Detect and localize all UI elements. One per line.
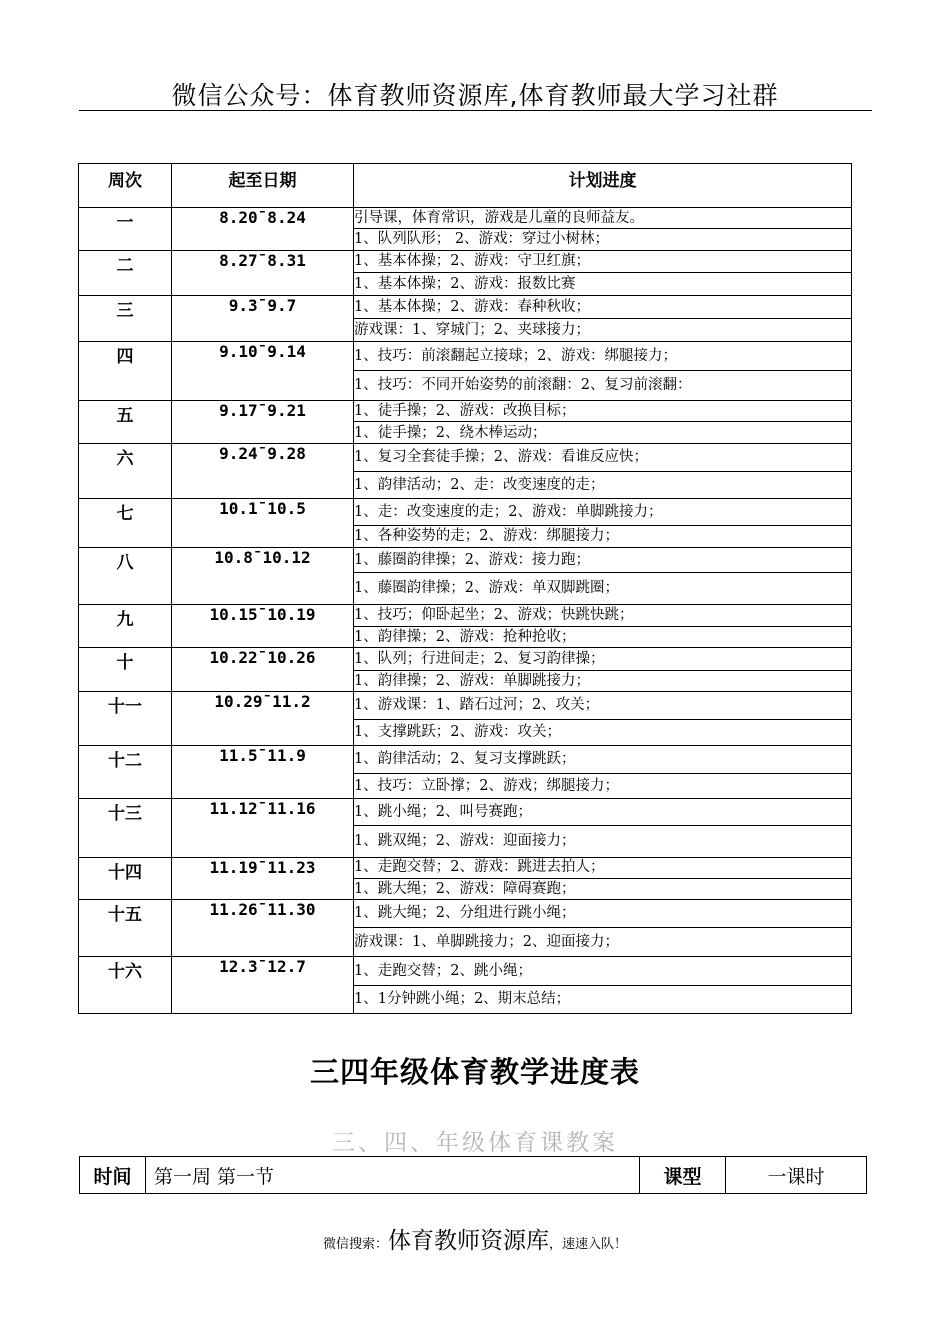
date-cell: 9.17¯9.21: [172, 400, 354, 444]
week-cell: 二: [79, 250, 172, 296]
plan-cell: 1、技巧：不同开始姿势的前滚翻：2、复习前滚翻：: [354, 371, 852, 400]
week-cell: 五: [79, 400, 172, 444]
plan-cell: 1、游戏课：1、踏石过河；2、攻关；: [354, 692, 852, 719]
date-cell: 12.3¯12.7: [172, 957, 354, 1014]
table-row: [79, 648, 852, 670]
table-row: [79, 250, 852, 272]
plan-cell: 1、技巧：前滚翻起立接球；2、游戏：绑腿接力；: [354, 341, 852, 370]
week-cell: 一: [79, 208, 172, 251]
week-cell: 十: [79, 648, 172, 692]
schedule-table: [78, 163, 852, 1014]
plan-cell: 1、队列；行进间走；2、复习韵律操；: [354, 648, 852, 670]
date-cell: 11.12¯11.16: [172, 798, 354, 857]
date-cell: 10.22¯10.26: [172, 648, 354, 692]
date-cell: 11.26¯11.30: [172, 900, 354, 957]
date-cell: 9.3¯9.7: [172, 296, 354, 342]
plan-cell: 1、徒手操；2、游戏：改换目标；: [354, 400, 852, 421]
week-cell: 七: [79, 499, 172, 548]
header-plan: 计划进度: [354, 164, 852, 208]
date-cell: 10.29¯11.2: [172, 692, 354, 746]
section-title: 三四年级体育教学进度表: [309, 1055, 640, 1089]
table-header-row: [79, 164, 852, 208]
faded-heading: 三、四、年级体育课教案: [332, 1130, 618, 1152]
date-cell: 10.8¯10.12: [172, 548, 354, 605]
plan-cell: 引导课，体育常识，游戏是儿童的良师益友。: [354, 208, 852, 229]
plan-cell: 1、基本体操；2、游戏：春种秋收；: [354, 296, 852, 318]
date-cell: 11.5¯11.9: [172, 745, 354, 798]
plan-cell: 1、韵律操；2、游戏：抢种抢收；: [354, 627, 852, 648]
plan-cell: 1、技巧；仰卧起坐；2、游戏；快跳快跳；: [354, 604, 852, 626]
week-cell: 四: [79, 341, 172, 400]
table-row: [79, 798, 852, 825]
plan-cell: 游戏课：1、单脚跳接力；2、迎面接力；: [354, 927, 852, 956]
date-cell: 8.27¯8.31: [172, 250, 354, 296]
week-cell: 八: [79, 548, 172, 605]
week-cell: 十二: [79, 745, 172, 798]
plan-cell: 1、复习全套徒手操；2、游戏：看谁反应快；: [354, 444, 852, 471]
time-value: 第一周 第一节: [146, 1157, 640, 1194]
plan-cell: 1、韵律操；2、游戏：单脚跳接力；: [354, 670, 852, 691]
date-cell: 11.19¯11.23: [172, 857, 354, 900]
date-cell: 9.24¯9.28: [172, 444, 354, 499]
week-cell: 三: [79, 296, 172, 342]
page-header: 微信公众号：体育教师资源库,体育教师最大学习社群: [171, 81, 779, 110]
plan-cell: 1、藤圈韵律操；2、游戏：接力跑；: [354, 548, 852, 573]
header-week: 周次: [79, 164, 172, 208]
date-cell: 8.20¯8.24: [172, 208, 354, 251]
plan-cell: 1、1分钟跳小绳；2、期末总结；: [354, 986, 852, 1014]
time-label: 时间: [80, 1157, 146, 1194]
footer-suffix: ，速速入队！: [549, 1237, 628, 1252]
table-row: [79, 444, 852, 471]
table-row: [79, 857, 852, 878]
plan-cell: 1、徒手操；2、绕木棒运动；: [354, 422, 852, 444]
table-row: [79, 692, 852, 719]
plan-cell: 1、基本体操；2、游戏：守卫红旗；: [354, 250, 852, 272]
plan-cell: 1、跳大绳；2、分组进行跳小绳；: [354, 900, 852, 927]
plan-cell: 1、走：改变速度的走；2、游戏：单脚跳接力；: [354, 499, 852, 525]
footer-main: 体育教师资源库: [388, 1228, 549, 1254]
table-row: [79, 296, 852, 318]
type-label: 课型: [640, 1157, 726, 1194]
plan-cell: 1、跳大绳；2、游戏：障碍赛跑；: [354, 878, 852, 899]
week-cell: 十五: [79, 900, 172, 957]
table-row: [79, 341, 852, 370]
plan-cell: 1、跳双绳；2、游戏：迎面接力；: [354, 826, 852, 857]
plan-cell: 1、各种姿势的走；2、游戏：绑腿接力；: [354, 525, 852, 547]
date-cell: 10.1¯10.5: [172, 499, 354, 548]
table-row: [79, 900, 852, 927]
week-cell: 十三: [79, 798, 172, 857]
table-row: [79, 604, 852, 626]
table-row: [79, 208, 852, 229]
plan-cell: 1、队列队形； 2、游戏：穿过小树林；: [354, 229, 852, 250]
plan-cell: 1、藤圈韵律操；2、游戏：单双脚跳圈；: [354, 573, 852, 604]
footer-prefix: 微信搜索：: [322, 1237, 388, 1252]
week-cell: 六: [79, 444, 172, 499]
plan-cell: 游戏课：1、穿城门；2、夹球接力；: [354, 318, 852, 341]
table-row: [79, 499, 852, 525]
plan-cell: 1、走跑交替；2、跳小绳；: [354, 957, 852, 986]
week-cell: 十四: [79, 857, 172, 900]
date-cell: 9.10¯9.14: [172, 341, 354, 400]
date-cell: 10.15¯10.19: [172, 604, 354, 648]
plan-cell: 1、韵律活动；2、走：改变速度的走；: [354, 471, 852, 498]
week-cell: 十六: [79, 957, 172, 1014]
schedule-body: [79, 208, 852, 1014]
lesson-info-table: [79, 1156, 867, 1194]
table-row: [79, 957, 852, 986]
lesson-info-row: [80, 1157, 867, 1194]
plan-cell: 1、支撑跳跃；2、游戏：攻关；: [354, 719, 852, 745]
table-row: [79, 548, 852, 573]
header-dates: 起至日期: [172, 164, 354, 208]
week-cell: 九: [79, 604, 172, 648]
plan-cell: 1、跳小绳；2、叫号赛跑；: [354, 798, 852, 825]
header-rule: [79, 110, 872, 111]
plan-cell: 1、韵律活动；2、复习支撑跳跃；: [354, 745, 852, 773]
type-value: 一课时: [726, 1157, 867, 1194]
week-cell: 十一: [79, 692, 172, 746]
plan-cell: 1、基本体操；2、游戏：报数比赛: [354, 272, 852, 295]
plan-cell: 1、技巧：立卧撑；2、游戏；绑腿接力；: [354, 774, 852, 798]
plan-cell: 1、走跑交替；2、游戏：跳进去拍人；: [354, 857, 852, 878]
table-row: [79, 400, 852, 421]
footer: [0, 1222, 950, 1255]
table-row: [79, 745, 852, 773]
